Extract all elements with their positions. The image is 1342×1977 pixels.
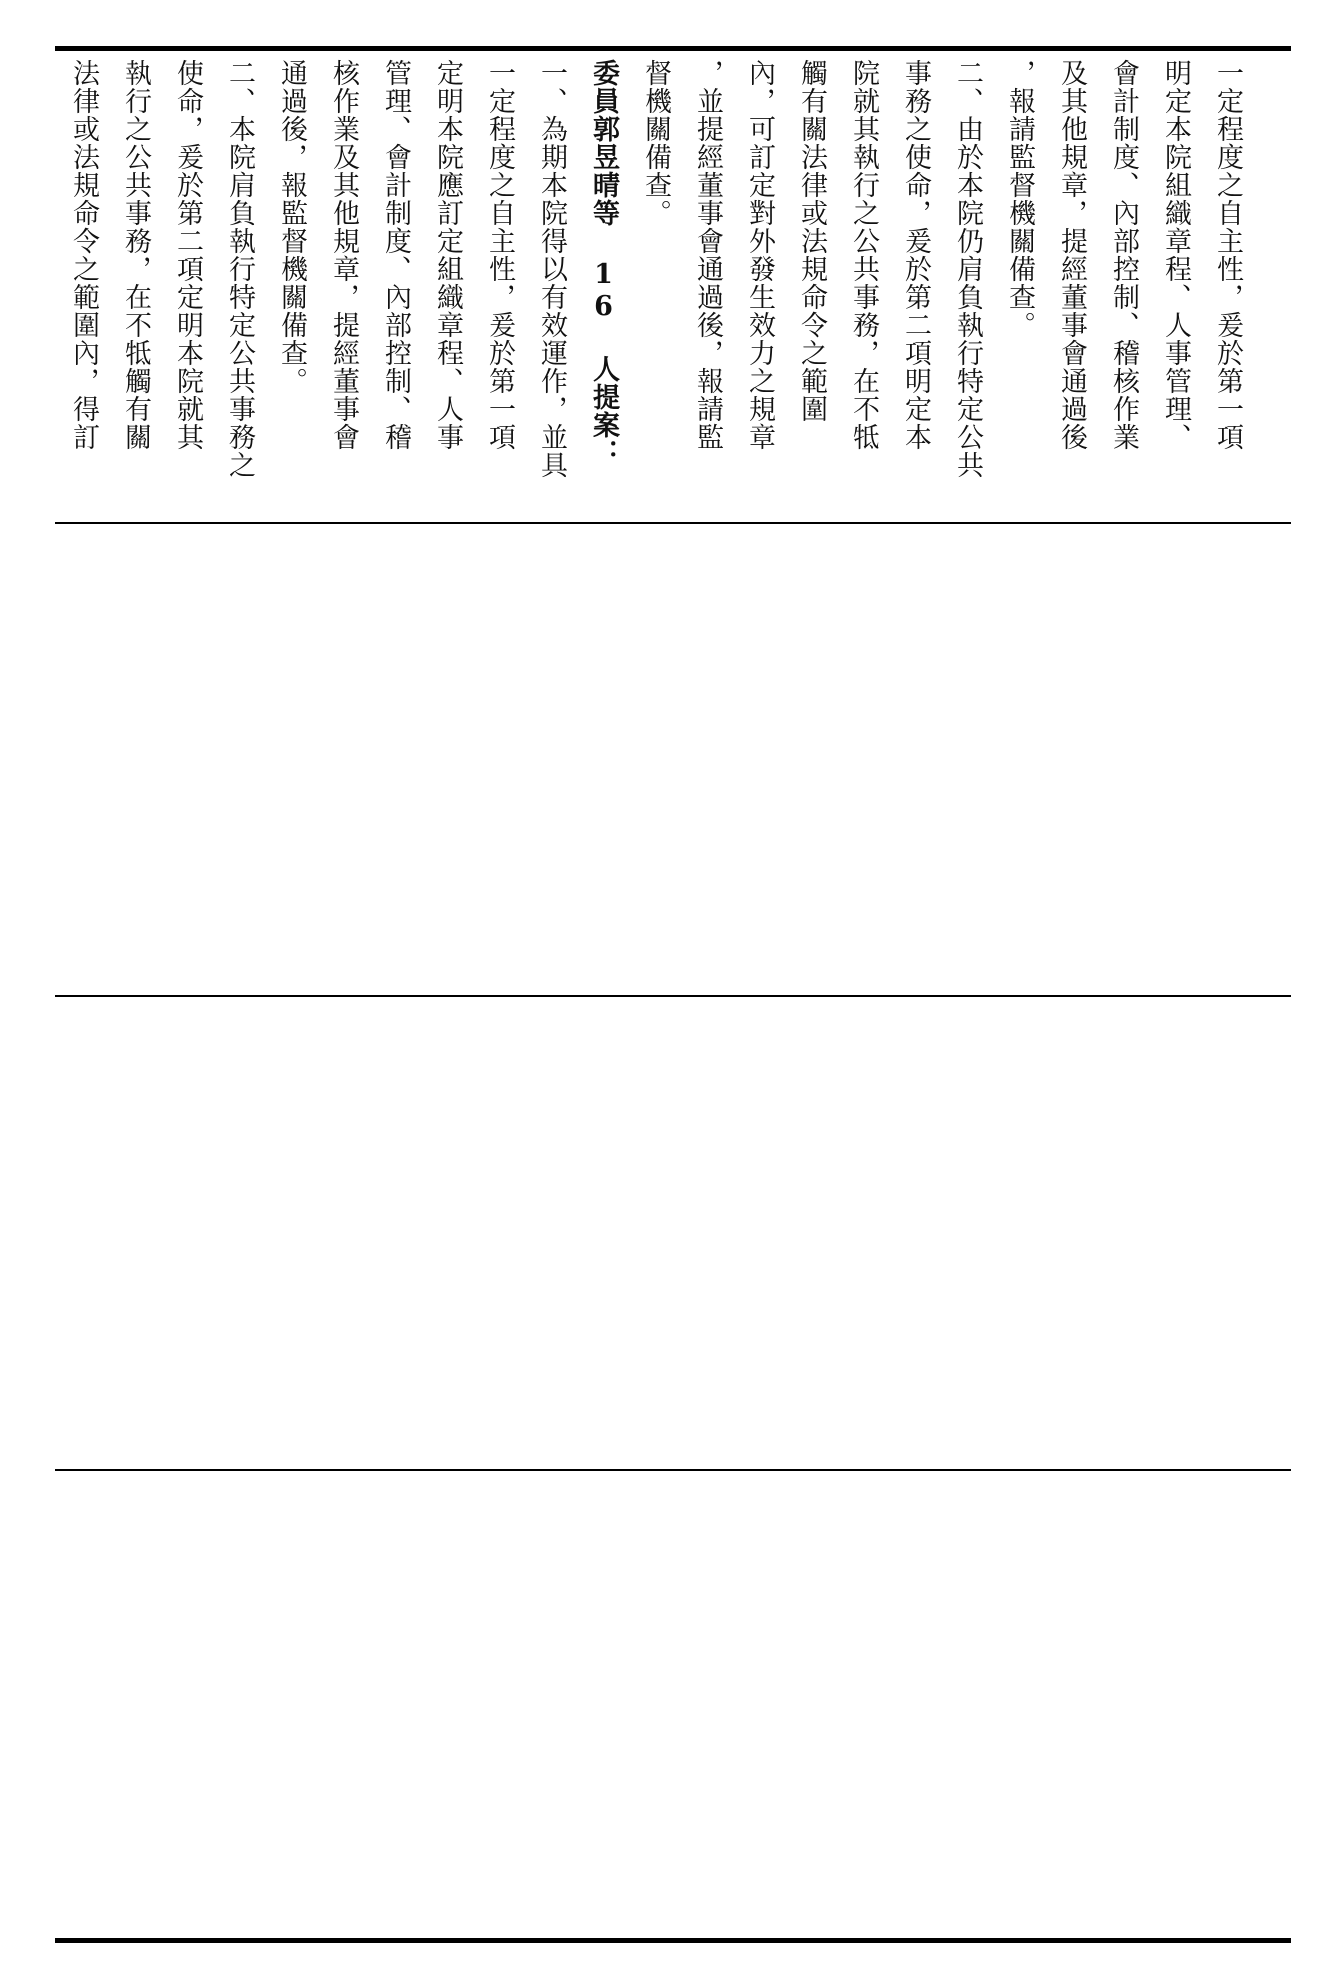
text-column: 督機關備查。: [640, 59, 671, 227]
text-column: 核作業及其他規章，提經董事會: [328, 59, 359, 451]
empty-cell: [55, 524, 1291, 995]
text-column: 一、為期本院得以有效運作，並具: [536, 59, 567, 479]
explanation-cell: [55, 51, 1291, 522]
text-column: 觸有關法律或法規命令之範圍: [796, 59, 827, 423]
text-column: 通過後，報監督機關備查。: [276, 59, 307, 395]
text-column: 明定本院組織章程、人事管理、: [1160, 59, 1191, 451]
text-column: 一定程度之自主性，爰於第一項: [1212, 59, 1243, 451]
text-column: ，並提經董事會通過後，報請監: [692, 59, 723, 451]
text-column: 內，可訂定對外發生效力之規章: [744, 59, 775, 451]
text-column: 及其他規章，提經董事會通過後: [1056, 59, 1087, 451]
text-column: 事務之使命，爰於第二項明定本: [900, 59, 931, 451]
text-column: 二、由於本院仍肩負執行特定公共: [952, 59, 983, 479]
text-column: 定明本院應訂定組織章程、人事: [432, 59, 463, 451]
text-column: ，報請監督機關備查。: [1004, 59, 1035, 339]
text-column: 一定程度之自主性，爰於第一項: [484, 59, 515, 451]
text-column: 會計制度、內部控制、稽核作業: [1108, 59, 1139, 451]
text-column: 使命，爰於第二項定明本院就其: [172, 59, 203, 451]
text-column: 管理、會計制度、內部控制、稽: [380, 59, 411, 451]
text-column: 二、本院肩負執行特定公共事務之: [224, 59, 255, 479]
proposal-heading: 委員郭昱晴等 16 人提案：: [588, 59, 619, 467]
table-bottom-border: [55, 1938, 1291, 1943]
text-column: 院就其執行之公共事務，在不牴: [848, 59, 879, 451]
empty-cell: [55, 1471, 1291, 1938]
text-column: 執行之公共事務，在不牴觸有關: [120, 59, 151, 451]
empty-cell: [55, 997, 1291, 1469]
text-column: 法律或法規命令之範圍內，得訂: [68, 59, 99, 451]
